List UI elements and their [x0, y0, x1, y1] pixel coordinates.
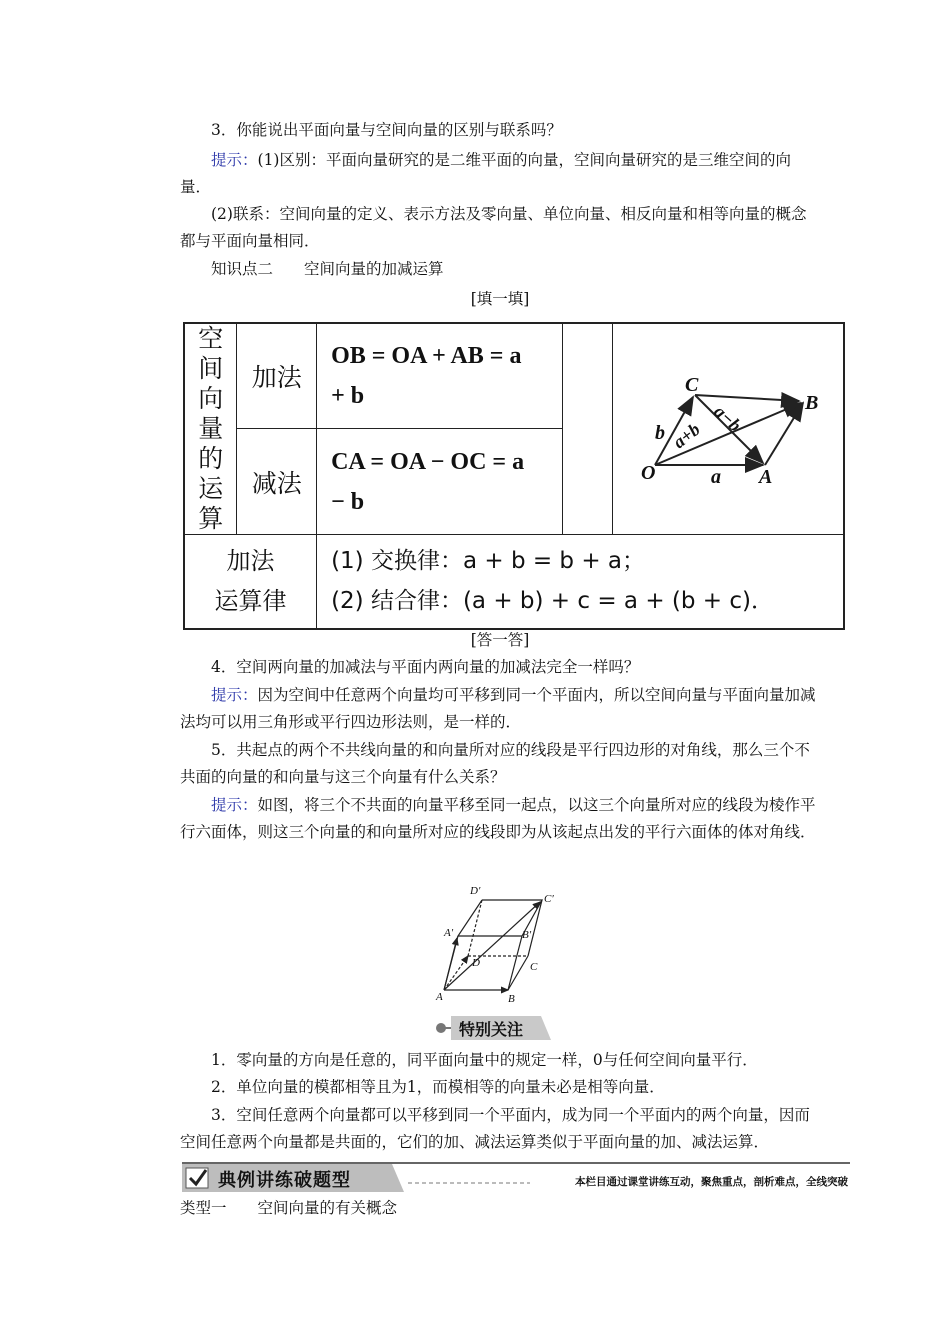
answer-label: [答一答] [470, 631, 530, 649]
blank-cell [563, 323, 613, 535]
label-o: O [641, 462, 656, 484]
label-a-prime: A′ [444, 927, 454, 939]
commutative-law: (1) 交换律：a + b = b + a； [331, 548, 646, 575]
question-5-hint: 提示：如图，将三个不共面的向量平移至同一起点，以这三个向量所对应的线段为棱作平行六面体，则这三个向量的和向量所对应的线段即为从该起点出发的平行六面体的体对角线． [180, 796, 816, 841]
label-d-prime: D′ [470, 885, 481, 897]
hint-label: 提示： [211, 151, 258, 169]
special-attention-banner: 特别关注 [433, 1013, 553, 1043]
special-item-1: 1．零向量的方向是任意的，同平面向量中的规定一样，0与任何空间向量平行． [211, 1051, 758, 1069]
question-3-hint-2: (2)联系：空间向量的定义、表示方法及零向量、单位向量、相反向量和相等向量的概念都与平面向量相同． [180, 205, 807, 250]
label-a-point: A [759, 466, 773, 488]
label-c: C [685, 374, 699, 396]
special-item-3: 3．空间任意两个向量都可以平移到同一个平面内，成为同一个平面内的两个向量，因而空间任意两个向量都是共面的，它们的加、减法运算类似于平面向量的加、减法运算． [180, 1106, 810, 1151]
question-4: 4．空间两向量的加减法与平面内两向量的加减法完全一样吗？ [211, 658, 640, 676]
edge-cb [695, 395, 799, 401]
row-header: 空间向量的运算 [184, 323, 237, 535]
label-a-minus-b: a−b [710, 401, 746, 436]
subtraction-formula: CA = OA − OC = a − b [317, 429, 563, 535]
fill-label: [填一填] [470, 290, 530, 308]
label-b-point: B [805, 392, 819, 414]
subtraction-label: 减法 [237, 429, 317, 535]
parallelepiped-figure [432, 880, 562, 1006]
addition-label: 加法 [237, 323, 317, 429]
associative-law: (2) 结合律：(a + b) + c = a + (b + c)． [331, 588, 774, 615]
label-b-corner: B [508, 993, 515, 1005]
label-b: b [655, 422, 665, 444]
question-3: 3．你能说出平面向量与空间向量的区别与联系吗？ [211, 121, 562, 139]
law-content [317, 535, 844, 629]
addition-formula: OB = OA + AB = a + b [317, 323, 563, 429]
parallelogram-svg [613, 327, 843, 527]
examples-banner: 典例讲练破题型 本栏目通过课堂讲练互动，聚焦重点，剖析难点，全线突破 [182, 1161, 850, 1195]
label-a-plus-b: a+b [669, 418, 704, 453]
edge-ab [765, 403, 803, 465]
label-b-prime: B′ [522, 929, 532, 941]
law-label: 加法 运算律 [184, 535, 317, 629]
label-a-corner: A [436, 991, 443, 1003]
label-d: D [472, 957, 480, 969]
question-4-hint: 提示：因为空间中任意两个向量均可平移到同一个平面内，所以空间向量与平面向量加减法均可以用三角形或平行四边形法则，是一样的． [180, 686, 816, 731]
section-title: 知识点二 空间向量的加减运算 [211, 260, 444, 278]
label-a: a [711, 466, 721, 488]
special-item-2: 2．单位向量的模都相等且为1，而模相等的向量未必是相等向量． [211, 1078, 665, 1096]
label-c-point: C [530, 961, 538, 973]
hint-label: 提示： [211, 686, 258, 704]
examples-subtitle: 本栏目通过课堂讲练互动，聚焦重点，剖析难点，全线突破 [575, 1176, 848, 1188]
question-5: 5．共起点的两个不共线向量的和向量所对应的线段是平行四边形的对角线，那么三个不共面的向量的和向量与这三个向量有什么关系？ [180, 741, 810, 786]
question-3-hint-1: 提示：(1)区别：平面向量研究的是二维平面的向量，空间向量研究的是三维空间的向量． [180, 151, 791, 196]
hint-label: 提示： [211, 796, 258, 814]
type-1-title: 类型一 空间向量的有关概念 [180, 1199, 398, 1217]
vector-operations-table [183, 322, 845, 630]
label-c-prime: C′ [544, 893, 554, 905]
parallelogram-diagram [613, 323, 845, 535]
